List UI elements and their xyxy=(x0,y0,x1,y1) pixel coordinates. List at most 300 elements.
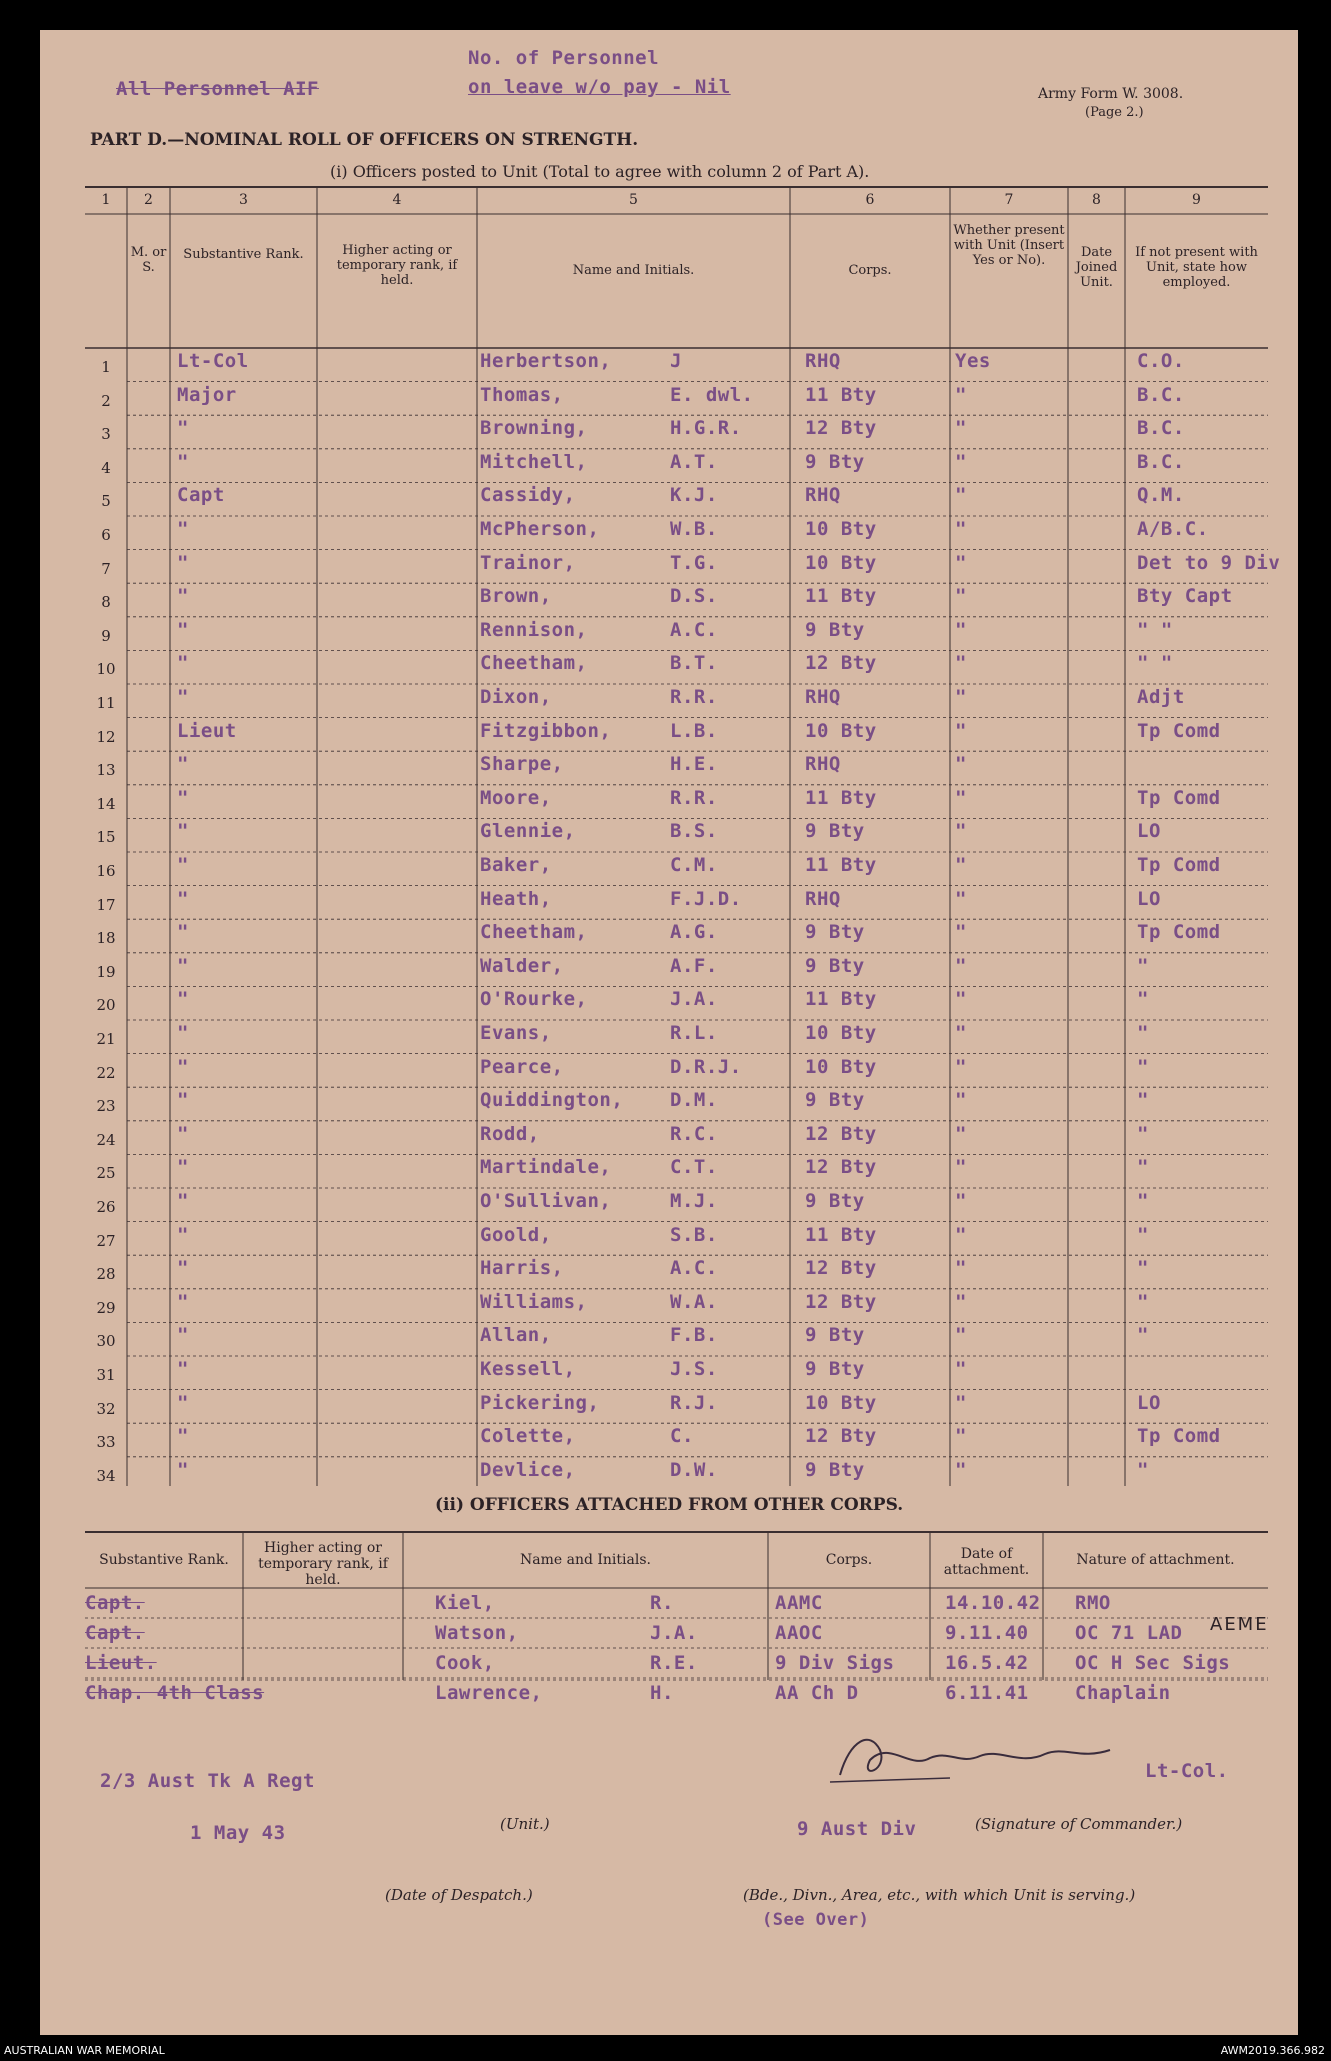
despatch-date-value: 1 May 43 xyxy=(190,1822,286,1844)
row-present: " xyxy=(955,1324,967,1347)
attached-nature: OC H Sec Sigs xyxy=(1075,1652,1231,1674)
row-corps: 12 Bty xyxy=(805,417,877,440)
row-employment: " xyxy=(1137,1022,1149,1044)
row-employment: Tp Comd xyxy=(1137,786,1221,809)
row-employment: B.C. xyxy=(1137,450,1185,473)
row-employment: C.O. xyxy=(1137,350,1185,372)
row-name: O'Rourke, xyxy=(480,988,588,1011)
row-number: 10 xyxy=(96,660,116,679)
column-header: Date Joined Unit. xyxy=(1075,245,1118,290)
row-employment: Det to 9 Div xyxy=(1137,551,1281,574)
row-initials: S.B. xyxy=(670,1223,718,1246)
row-present: " xyxy=(955,417,967,440)
row-present: " xyxy=(955,1458,967,1481)
row-rank: " xyxy=(177,753,189,776)
row-present: " xyxy=(955,1290,967,1313)
row-employment: " xyxy=(1137,1156,1149,1179)
row-name: Baker, xyxy=(480,854,552,876)
attached-name: Watson, xyxy=(435,1622,519,1644)
despatch-date-label: (Date of Despatch.) xyxy=(385,1886,533,1904)
row-rank: " xyxy=(177,1257,189,1280)
row-initials: C. xyxy=(670,1425,694,1448)
row-number: 22 xyxy=(96,1063,116,1082)
row-present: " xyxy=(955,1223,967,1246)
row-name: Cheetham, xyxy=(480,652,588,675)
row-name: Thomas, xyxy=(480,383,564,406)
row-corps: 11 Bty xyxy=(805,786,877,809)
row-number: 19 xyxy=(96,962,116,981)
form-number: Army Form W. 3008. xyxy=(1038,86,1184,102)
row-initials: R.R. xyxy=(670,786,718,809)
row-rank: " xyxy=(177,1358,189,1380)
attached-initials: J.A. xyxy=(650,1622,698,1644)
row-present: Yes xyxy=(955,350,991,372)
row-number: 7 xyxy=(101,559,111,578)
row-rank: " xyxy=(177,921,189,944)
attached-nature: RMO xyxy=(1075,1592,1111,1614)
row-number: 26 xyxy=(96,1198,116,1216)
archive-id: AWM2019.366.982 xyxy=(1220,2044,1325,2057)
row-present: " xyxy=(955,484,967,507)
row-employment: " " xyxy=(1137,652,1173,675)
row-name: Harris, xyxy=(480,1257,564,1280)
row-initials: J xyxy=(670,350,682,372)
formation-value: 9 Aust Div xyxy=(797,1818,917,1840)
attached-date: 9.11.40 xyxy=(945,1622,1029,1644)
row-number: 4 xyxy=(101,458,111,477)
row-number: 25 xyxy=(96,1164,116,1183)
row-rank: " xyxy=(177,1089,189,1112)
row-employment: B.C. xyxy=(1137,383,1185,406)
column-header: Whether present with Unit (Insert Yes or No). xyxy=(953,223,1065,268)
row-corps: 12 Bty xyxy=(805,1156,877,1179)
part-ii-title: (ii) OFFICERS ATTACHED FROM OTHER CORPS. xyxy=(435,1495,904,1515)
row-number: 6 xyxy=(101,526,111,544)
row-initials: A.F. xyxy=(670,954,718,977)
row-rank: " xyxy=(177,1458,189,1481)
row-number: 12 xyxy=(96,727,116,746)
row-corps: 9 Bty xyxy=(805,954,865,977)
row-corps: 9 Bty xyxy=(805,1324,865,1347)
row-number: 33 xyxy=(96,1433,116,1452)
commander-signature xyxy=(810,1720,1140,1800)
row-initials: R.R. xyxy=(670,686,718,708)
row-name: Evans, xyxy=(480,1022,552,1044)
attached-column-header: Name and Initials. xyxy=(520,1552,651,1568)
attached-name: Kiel, xyxy=(435,1592,495,1614)
row-name: Pickering, xyxy=(480,1391,600,1414)
row-corps: 12 Bty xyxy=(805,1425,877,1448)
row-initials: K.J. xyxy=(670,484,718,507)
row-present: " xyxy=(955,1089,967,1112)
row-employment: " xyxy=(1137,1055,1149,1078)
row-name: Herbertson, xyxy=(480,350,612,372)
row-present: " xyxy=(955,518,967,540)
signature-label: (Signature of Commander.) xyxy=(975,1815,1183,1833)
row-name: Browning, xyxy=(480,417,588,440)
row-present: " xyxy=(955,1156,967,1179)
row-corps: 9 Bty xyxy=(805,450,865,473)
row-present: " xyxy=(955,954,967,977)
attached-initials: R. xyxy=(650,1592,674,1614)
row-employment: LO xyxy=(1137,1391,1161,1414)
row-initials: F.B. xyxy=(670,1324,718,1347)
row-corps: RHQ xyxy=(805,887,841,910)
row-rank: " xyxy=(177,551,189,574)
row-employment: " xyxy=(1137,1257,1149,1280)
row-name: Colette, xyxy=(480,1425,576,1448)
row-number: 8 xyxy=(101,593,111,612)
officers-attached-table xyxy=(85,1530,1269,1704)
row-present: " xyxy=(955,753,967,776)
row-initials: B.T. xyxy=(670,652,718,675)
row-initials: D.R.J. xyxy=(670,1055,742,1078)
row-corps: 12 Bty xyxy=(805,1257,877,1280)
page-number: (Page 2.) xyxy=(1085,105,1144,120)
column-number: 9 xyxy=(1192,192,1201,208)
row-number: 34 xyxy=(96,1466,116,1485)
row-number: 17 xyxy=(96,895,116,914)
row-employment: " xyxy=(1137,988,1149,1011)
row-present: " xyxy=(955,450,967,473)
row-initials: R.C. xyxy=(670,1122,718,1145)
row-rank: " xyxy=(177,954,189,977)
row-name: Sharpe, xyxy=(480,753,564,776)
row-name: Fitzgibbon, xyxy=(480,719,612,742)
row-rank: " xyxy=(177,686,189,708)
row-present: " xyxy=(955,1055,967,1078)
row-corps: 11 Bty xyxy=(805,1223,877,1246)
row-employment: " xyxy=(1137,1190,1149,1212)
row-employment: " xyxy=(1137,1324,1149,1347)
row-present: " xyxy=(955,551,967,574)
row-corps: 11 Bty xyxy=(805,383,877,406)
row-employment: Tp Comd xyxy=(1137,1425,1221,1448)
row-name: O'Sullivan, xyxy=(480,1190,612,1212)
stamp-all-personnel: All Personnel AIF xyxy=(116,78,319,100)
archive-name: AUSTRALIAN WAR MEMORIAL xyxy=(4,2044,165,2057)
row-initials: E. dwl. xyxy=(670,383,754,406)
row-name: Mitchell, xyxy=(480,450,588,473)
row-rank: " xyxy=(177,1391,189,1414)
formation-label: (Bde., Divn., Area, etc., with which Unit is serving.) xyxy=(743,1886,1136,1904)
row-employment: " xyxy=(1137,1089,1149,1112)
column-header: If not present with Unit, state how employed. xyxy=(1135,245,1258,290)
row-present: " xyxy=(955,854,967,876)
attached-date: 14.10.42 xyxy=(945,1592,1041,1614)
row-employment: " " xyxy=(1137,618,1173,641)
row-rank: " xyxy=(177,1223,189,1246)
row-name: Cassidy, xyxy=(480,484,576,507)
row-corps: 10 Bty xyxy=(805,1055,877,1078)
row-initials: J.A. xyxy=(670,988,718,1011)
stamp-personnel-line1: No. of Personnel xyxy=(468,47,660,69)
column-number: 5 xyxy=(629,192,638,208)
attached-name: Lawrence, xyxy=(435,1682,543,1704)
attached-column-header: Substantive Rank. xyxy=(99,1552,229,1568)
row-initials: H.E. xyxy=(670,753,718,776)
row-number: 23 xyxy=(96,1097,116,1116)
row-present: " xyxy=(955,1190,967,1212)
attached-corps: AAMC xyxy=(775,1592,823,1614)
row-initials: C.T. xyxy=(670,1156,718,1179)
row-employment: " xyxy=(1137,1122,1149,1145)
row-number: 29 xyxy=(96,1298,116,1317)
row-corps: 11 Bty xyxy=(805,854,877,876)
column-number: 3 xyxy=(239,192,248,208)
row-corps: RHQ xyxy=(805,753,841,776)
row-rank: " xyxy=(177,1122,189,1145)
column-number: 6 xyxy=(865,192,875,208)
row-name: Heath, xyxy=(480,887,552,910)
row-number: 21 xyxy=(96,1030,116,1048)
row-initials: R.J. xyxy=(670,1391,718,1414)
row-rank: " xyxy=(177,1055,189,1078)
column-number: 1 xyxy=(101,192,111,208)
row-initials: D.W. xyxy=(670,1458,718,1481)
column-number: 7 xyxy=(1004,192,1014,208)
row-rank: " xyxy=(177,786,189,809)
row-present: " xyxy=(955,1122,967,1145)
attached-column-header: Higher acting or temporary rank, if held. xyxy=(258,1540,388,1589)
attached-date: 6.11.41 xyxy=(945,1682,1029,1704)
row-number: 31 xyxy=(96,1366,116,1384)
row-corps: 9 Bty xyxy=(805,820,865,843)
row-initials: R.L. xyxy=(670,1022,718,1044)
row-present: " xyxy=(955,719,967,742)
row-rank: " xyxy=(177,1022,189,1044)
row-present: " xyxy=(955,988,967,1011)
row-name: Devlice, xyxy=(480,1458,576,1481)
row-number: 24 xyxy=(96,1130,116,1149)
row-present: " xyxy=(955,887,967,910)
row-corps: 9 Bty xyxy=(805,1190,865,1212)
row-initials: A.C. xyxy=(670,1257,718,1280)
row-initials: L.B. xyxy=(670,719,718,742)
row-present: " xyxy=(955,786,967,809)
row-rank: " xyxy=(177,585,189,608)
row-corps: 11 Bty xyxy=(805,585,877,608)
row-present: " xyxy=(955,820,967,843)
row-name: Dixon, xyxy=(480,686,552,708)
row-employment: " xyxy=(1137,1290,1149,1313)
row-number: 32 xyxy=(96,1399,116,1418)
attached-handwritten-note: AEME xyxy=(1210,1614,1269,1635)
row-present: " xyxy=(955,383,967,406)
row-corps: 12 Bty xyxy=(805,1290,877,1313)
row-present: " xyxy=(955,652,967,675)
part-d-title: PART D.—NOMINAL ROLL OF OFFICERS ON STRENGTH. xyxy=(90,130,639,150)
row-corps: RHQ xyxy=(805,686,841,708)
row-corps: 10 Bty xyxy=(805,1022,877,1044)
row-corps: 10 Bty xyxy=(805,518,877,540)
row-number: 11 xyxy=(96,694,116,712)
attached-corps: AA Ch D xyxy=(775,1682,859,1704)
row-name: Rodd, xyxy=(480,1122,540,1145)
row-name: Quiddington, xyxy=(480,1089,624,1112)
row-corps: 10 Bty xyxy=(805,719,877,742)
row-rank: " xyxy=(177,854,189,876)
row-corps: 10 Bty xyxy=(805,1391,877,1414)
attached-name: Cook, xyxy=(435,1652,495,1674)
row-initials: W.B. xyxy=(670,518,718,540)
row-initials: B.S. xyxy=(670,820,718,843)
column-header: Name and Initials. xyxy=(572,263,695,278)
row-initials: J.S. xyxy=(670,1358,718,1380)
unit-value: 2/3 Aust Tk A Regt xyxy=(100,1770,315,1792)
row-number: 14 xyxy=(96,794,116,813)
column-header: Corps. xyxy=(848,263,892,278)
row-name: Trainor, xyxy=(480,551,576,574)
row-employment: Bty Capt xyxy=(1137,585,1233,608)
row-rank: " xyxy=(177,450,189,473)
row-corps: 9 Bty xyxy=(805,1458,865,1481)
row-present: " xyxy=(955,1022,967,1044)
row-number: 18 xyxy=(96,929,116,948)
row-number: 2 xyxy=(101,391,111,410)
row-name: Moore, xyxy=(480,786,552,809)
row-present: " xyxy=(955,1257,967,1280)
archive-strip xyxy=(0,2041,1331,2061)
row-present: " xyxy=(955,1391,967,1414)
row-name: Pearce, xyxy=(480,1055,564,1078)
attached-initials: R.E. xyxy=(650,1652,698,1674)
row-rank: Lieut xyxy=(177,719,237,742)
row-employment: Adjt xyxy=(1137,686,1185,708)
row-number: 27 xyxy=(96,1231,116,1250)
row-rank: " xyxy=(177,1190,189,1212)
row-rank: Capt xyxy=(177,484,225,507)
row-present: " xyxy=(955,585,967,608)
row-initials: F.J.D. xyxy=(670,887,742,910)
row-rank: " xyxy=(177,1324,189,1347)
row-number: 13 xyxy=(96,761,116,780)
attached-column-header: Date of attachment. xyxy=(943,1546,1030,1579)
row-employment: Tp Comd xyxy=(1137,854,1221,876)
column-header: M. or S. xyxy=(130,245,167,275)
see-over-note: (See Over) xyxy=(762,1910,870,1930)
row-name: Rennison, xyxy=(480,618,588,641)
row-present: " xyxy=(955,1425,967,1448)
row-number: 1 xyxy=(101,358,111,376)
attached-rank: Capt. xyxy=(85,1592,145,1614)
row-number: 3 xyxy=(101,425,111,444)
row-corps: 10 Bty xyxy=(805,551,877,574)
row-initials: A.G. xyxy=(670,921,718,944)
row-corps: 12 Bty xyxy=(805,652,877,675)
attached-corps: AAOC xyxy=(775,1622,823,1644)
row-corps: RHQ xyxy=(805,350,841,372)
row-initials: T.G. xyxy=(670,551,718,574)
row-rank: " xyxy=(177,887,189,910)
attached-nature: OC 71 LAD xyxy=(1075,1622,1183,1644)
row-number: 9 xyxy=(101,626,111,645)
row-rank: " xyxy=(177,618,189,641)
column-header: Higher acting or temporary rank, if held. xyxy=(336,243,458,288)
signature-rank: Lt-Col. xyxy=(1145,1760,1229,1782)
row-initials: A.C. xyxy=(670,618,718,641)
row-initials: C.M. xyxy=(670,854,718,876)
form-page xyxy=(40,30,1298,2035)
row-employment: " xyxy=(1137,954,1149,977)
officers-posted-table xyxy=(85,186,1281,1486)
row-initials: M.J. xyxy=(670,1190,718,1212)
row-rank: Major xyxy=(177,383,237,406)
row-name: McPherson, xyxy=(480,518,600,540)
row-employment: A/B.C. xyxy=(1137,518,1209,540)
row-name: Allan, xyxy=(480,1324,552,1347)
row-number: 5 xyxy=(101,492,111,511)
attached-date: 16.5.42 xyxy=(945,1652,1029,1674)
row-rank: " xyxy=(177,988,189,1011)
attached-rank: Capt. xyxy=(85,1622,145,1644)
stamp-personnel-line2: on leave w/o pay - Nil xyxy=(468,76,731,98)
attached-initials: H. xyxy=(650,1682,674,1704)
unit-label: (Unit.) xyxy=(500,1815,550,1833)
row-initials: W.A. xyxy=(670,1290,718,1313)
row-initials: A.T. xyxy=(670,450,718,473)
row-rank: Lt-Col xyxy=(177,350,249,372)
row-corps: 12 Bty xyxy=(805,1122,877,1145)
column-header: Substantive Rank. xyxy=(183,247,304,262)
row-corps: 9 Bty xyxy=(805,921,865,944)
row-name: Cheetham, xyxy=(480,921,588,944)
row-rank: " xyxy=(177,820,189,843)
row-corps: 9 Bty xyxy=(805,1089,865,1112)
row-rank: " xyxy=(177,1290,189,1313)
row-corps: 11 Bty xyxy=(805,988,877,1011)
column-number: 8 xyxy=(1092,192,1101,208)
attached-rank: Chap. 4th Class xyxy=(85,1682,265,1704)
row-present: " xyxy=(955,921,967,944)
attached-column-header: Nature of attachment. xyxy=(1076,1552,1235,1568)
row-present: " xyxy=(955,686,967,708)
row-name: Glennie, xyxy=(480,820,576,843)
row-rank: " xyxy=(177,417,189,440)
row-employment: Q.M. xyxy=(1137,484,1185,507)
row-initials: D.M. xyxy=(670,1089,718,1112)
row-name: Goold, xyxy=(480,1223,552,1246)
row-name: Martindale, xyxy=(480,1156,612,1179)
row-employment: " xyxy=(1137,1223,1149,1246)
row-employment: B.C. xyxy=(1137,417,1185,440)
row-corps: 9 Bty xyxy=(805,618,865,641)
row-name: Walder, xyxy=(480,954,564,977)
attached-column-header: Corps. xyxy=(825,1552,873,1568)
row-employment: LO xyxy=(1137,820,1161,843)
row-employment: Tp Comd xyxy=(1137,921,1221,944)
row-number: 28 xyxy=(96,1265,116,1284)
row-present: " xyxy=(955,618,967,641)
row-rank: " xyxy=(177,1156,189,1179)
row-rank: " xyxy=(177,518,189,540)
row-employment: LO xyxy=(1137,887,1161,910)
column-number: 4 xyxy=(392,192,402,208)
row-name: Kessell, xyxy=(480,1358,576,1380)
column-number: 2 xyxy=(144,192,153,208)
row-name: Brown, xyxy=(480,585,552,608)
attached-corps: 9 Div Sigs xyxy=(775,1652,895,1674)
attached-rank: Lieut. xyxy=(85,1652,157,1674)
row-rank: " xyxy=(177,1425,189,1448)
part-d-subtitle: (i) Officers posted to Unit (Total to agree with column 2 of Part A). xyxy=(330,162,870,181)
row-number: 30 xyxy=(96,1332,116,1351)
attached-nature: Chaplain xyxy=(1075,1682,1171,1704)
row-employment: " xyxy=(1137,1458,1149,1481)
row-initials: H.G.R. xyxy=(670,417,742,440)
row-name: Williams, xyxy=(480,1290,588,1313)
row-present: " xyxy=(955,1358,967,1380)
